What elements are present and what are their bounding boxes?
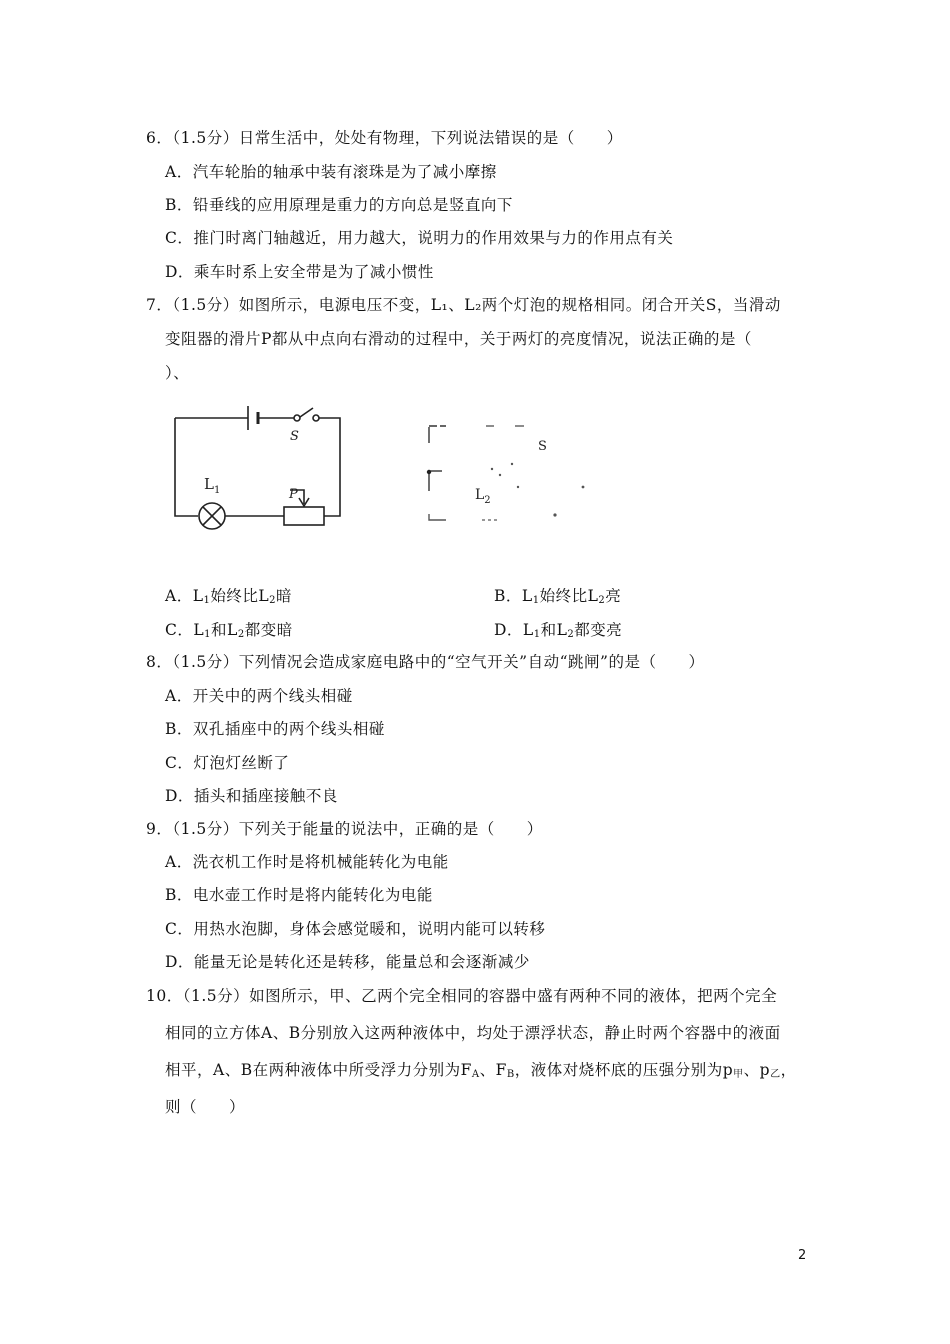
question-9-option-d: D．能量无论是转化还是转移，能量总和会逐渐减少 (165, 953, 530, 971)
question-10-stem-line-4: 则（ ） (165, 1098, 246, 1116)
question-6-option-a: A．汽车轮胎的轴承中装有滚珠是为了减小摩擦 (165, 163, 497, 181)
question-7-stem-line-1: 7．（1.5分）如图所示，电源电压不变，L₁、L₂两个灯泡的规格相同。闭合开关S，当滑动 (146, 296, 781, 314)
question-6-option-c: C．推门时离门轴越近，用力越大，说明力的作用效果与力的作用点有关 (165, 229, 674, 247)
question-10-stem-line-2: 相同的立方体A、B分别放入这两种液体中，均处于漂浮状态，静止时两个容器中的液面 (165, 1024, 781, 1042)
lamp-label-left: $L_1$ (204, 475, 221, 496)
lamp-label-right: $L_2$ (475, 487, 491, 506)
circuit-diagram-left (160, 400, 360, 540)
question-7-option-a: A．$L_1$始终比$L_2$暗 (165, 587, 293, 606)
question-8-option-c: C．灯泡灯丝断了 (165, 754, 290, 772)
question-6-option-b: B．铅垂线的应用原理是重力的方向总是竖直向下 (165, 196, 513, 214)
question-8-option-d: D．插头和插座接触不良 (165, 787, 338, 805)
question-7-option-d: D．$L_1$和$L_2$都变亮 (494, 621, 623, 640)
question-6-stem: 6．（1.5分）日常生活中，处处有物理，下列说法错误的是（ ） (146, 129, 623, 147)
question-7-stem-line-2: 变阻器的滑片P都从中点向右滑动的过程中，关于两灯的亮度情况，说法正确的是（ (165, 330, 752, 348)
switch-label-right: S (538, 439, 547, 454)
switch-label-left: S (290, 429, 299, 444)
question-8-option-b: B．双孔插座中的两个线头相碰 (165, 720, 385, 738)
question-9-option-b: B．电水壶工作时是将内能转化为电能 (165, 886, 433, 904)
question-8-stem: 8．（1.5分）下列情况会造成家庭电路中的“空气开关”自动“跳闸”的是（ ） (146, 653, 705, 671)
question-9-option-a: A．洗衣机工作时是将机械能转化为电能 (165, 853, 449, 871)
question-7-stem-line-3: ）、 (165, 364, 190, 382)
question-7-option-c: C．$L_1$和$L_2$都变暗 (165, 621, 293, 640)
question-8-option-a: A．开关中的两个线头相碰 (165, 687, 353, 705)
circuit-diagram-right (420, 415, 600, 530)
page-number: 2 (798, 1248, 807, 1263)
question-9-stem: 9．（1.5分）下列关于能量的说法中，正确的是（ ） (146, 820, 543, 838)
slider-label-p: P (289, 487, 298, 502)
question-6-option-d: D．乘车时系上安全带是为了减小惯性 (165, 263, 434, 281)
question-10-stem-line-1: 10．（1.5分）如图所示，甲、乙两个完全相同的容器中盛有两种不同的液体，把两个完全 (146, 987, 778, 1005)
question-7-option-b: B．$L_1$始终比$L_2$亮 (494, 587, 622, 606)
question-10-stem-line-3: 相平，A、B在两种液体中所受浮力分别为$F_A$、$F_B$，液体对烧杯底的压强分别为$p_甲$、$p_乙$， (165, 1061, 797, 1080)
question-9-option-c: C．用热水泡脚，身体会感觉暖和，说明内能可以转移 (165, 920, 546, 938)
